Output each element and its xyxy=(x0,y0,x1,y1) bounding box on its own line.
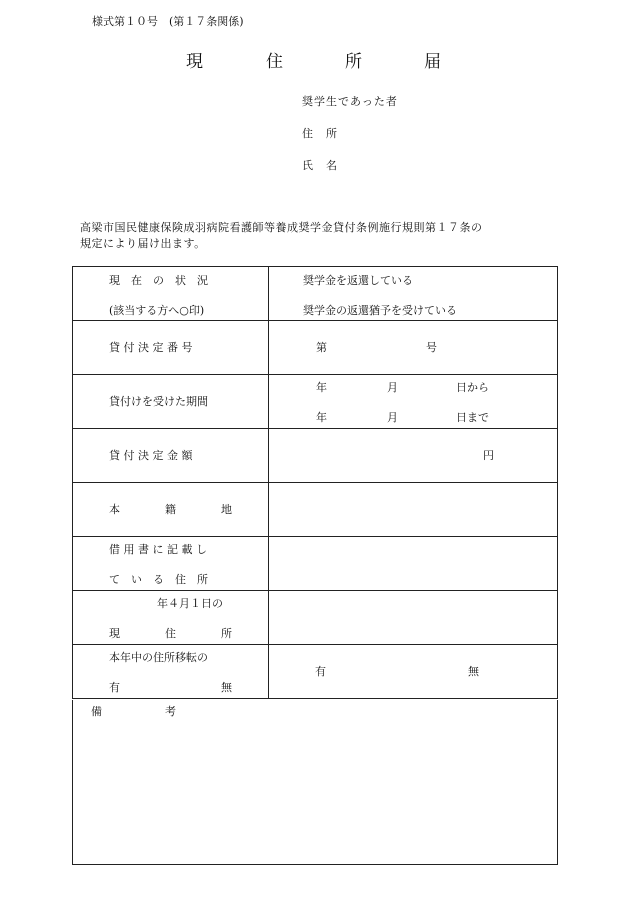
relocation-label-cell xyxy=(73,645,269,699)
loan-period-label: 貸付けを受けた期間 xyxy=(109,395,208,408)
domicile-value-cell[interactable] xyxy=(269,483,558,537)
decision-number-suffix: 号 xyxy=(426,341,437,354)
decision-number-label: 貸 付 決 定 番 号 xyxy=(109,341,193,354)
row-decision-amount xyxy=(73,429,558,483)
status-option-repaying[interactable]: 奨学金を返還している xyxy=(303,274,413,287)
decision-amount-label: 貸 付 決 定 金 額 xyxy=(109,449,193,462)
title-char-4: 届 xyxy=(424,52,441,72)
address-label: 住 所 xyxy=(302,127,338,140)
current-status-label-2: (該当する方へ○印) xyxy=(109,304,205,317)
loan-cert-address-line-2: て い る 住 所 xyxy=(109,573,208,586)
current-status-label-1: 現 在 の 状 況 xyxy=(109,274,208,287)
decision-amount-unit: 円 xyxy=(483,449,494,462)
loan-period-label-cell xyxy=(73,375,269,429)
domicile-char-1: 本 xyxy=(109,503,120,516)
relocation-char-1: 有 xyxy=(109,681,120,694)
relocation-option-no[interactable]: 無 xyxy=(468,665,479,678)
row-loan-certificate-address xyxy=(73,537,558,591)
remarks-box[interactable] xyxy=(72,700,558,865)
relocation-char-2: 無 xyxy=(221,681,232,694)
decision-number-label-cell xyxy=(73,321,269,375)
form-number: 様式第１０号 (第１７条関係) xyxy=(92,15,244,28)
row-decision-number xyxy=(73,321,558,375)
period-from-year: 年 xyxy=(316,381,327,394)
relocation-option-yes[interactable]: 有 xyxy=(315,665,326,678)
loan-period-value-cell[interactable] xyxy=(269,375,558,429)
april-address-line-1: 年４月１日の xyxy=(157,597,223,610)
remarks-char-2: 考 xyxy=(165,705,176,718)
decision-number-value-cell[interactable] xyxy=(269,321,558,375)
period-to-month: 月 xyxy=(387,411,398,424)
period-to-year: 年 xyxy=(316,411,327,424)
row-loan-period xyxy=(73,375,558,429)
period-from-month: 月 xyxy=(387,381,398,394)
row-domicile xyxy=(73,483,558,537)
former-student-label: 奨学生であった者 xyxy=(302,95,398,108)
intro-line-2: 規定により届け出ます。 xyxy=(80,237,206,250)
row-relocation xyxy=(73,645,558,699)
domicile-char-3: 地 xyxy=(221,503,232,516)
decision-amount-value-cell[interactable] xyxy=(269,429,558,483)
relocation-line-1: 本年中の住所移転の xyxy=(109,651,208,664)
period-from-day: 日から xyxy=(456,381,489,394)
intro-line-1: 高梁市国民健康保険成羽病院看護師等養成奨学金貸付条例施行規則第１７条の xyxy=(80,221,483,234)
domicile-char-2: 籍 xyxy=(165,503,176,516)
current-status-value-cell[interactable] xyxy=(269,267,558,321)
decision-amount-label-cell xyxy=(73,429,269,483)
april-address-label-cell xyxy=(73,591,269,645)
remarks-char-1: 備 xyxy=(91,705,102,718)
status-option-deferred[interactable]: 奨学金の返還猶予を受けている xyxy=(303,304,457,317)
title-char-3: 所 xyxy=(345,52,362,72)
name-label: 氏 名 xyxy=(302,159,338,172)
title-char-2: 住 xyxy=(266,52,283,72)
decision-number-prefix: 第 xyxy=(316,341,327,354)
april-address-char-3: 所 xyxy=(221,627,232,640)
row-current-status xyxy=(73,267,558,321)
period-to-day: 日まで xyxy=(456,411,489,424)
title-char-1: 現 xyxy=(186,52,203,72)
april-address-char-1: 現 xyxy=(109,627,120,640)
form-table xyxy=(72,266,558,699)
current-status-label-cell xyxy=(73,267,269,321)
loan-cert-address-label-cell xyxy=(73,537,269,591)
april-address-char-2: 住 xyxy=(165,627,176,640)
domicile-label-cell xyxy=(73,483,269,537)
row-april-address xyxy=(73,591,558,645)
loan-cert-address-line-1: 借 用 書 に 記 載 し xyxy=(109,543,207,556)
april-address-value-cell[interactable] xyxy=(269,591,558,645)
relocation-value-cell[interactable] xyxy=(269,645,558,699)
loan-cert-address-value-cell[interactable] xyxy=(269,537,558,591)
